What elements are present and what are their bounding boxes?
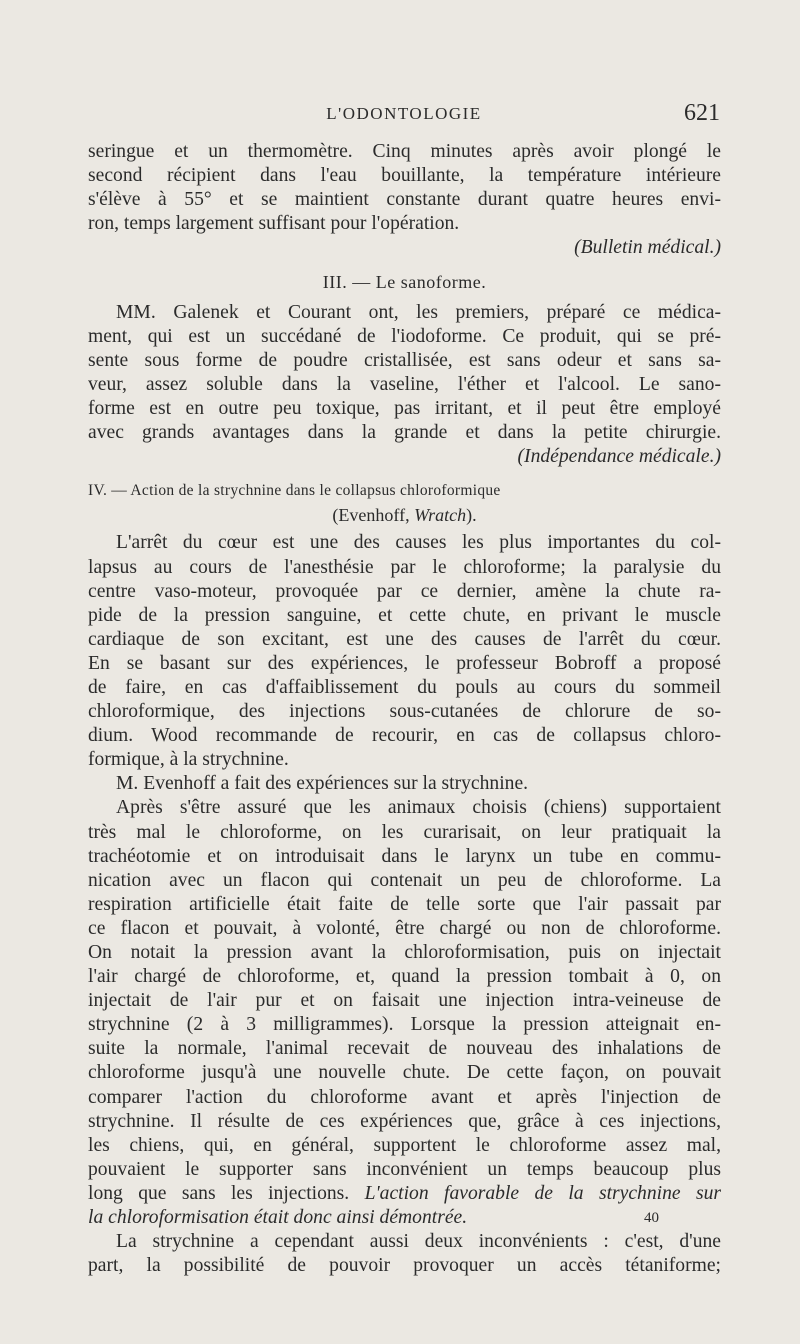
text-line: ce flacon et pouvait, à volonté, être chargé ou non de chloroforme. [88,917,721,939]
page-number: 621 [684,100,720,126]
text-line: lapsus au cours de l'anesthésie par le chloroforme; la paralysie du [88,556,721,578]
emphasis-line: la chloroformisation était donc ainsi démontrée. [88,1207,468,1229]
text-span: long que sans les injections. [88,1182,365,1204]
text-line: injectait de l'air pur et on faisait une injection intra-veineuse de [88,990,721,1012]
text-line: ment, qui est un succédané de l'iodoforme. Ce produit, qui se pré- [88,325,721,347]
text-line: M. Evenhoff a fait des expériences sur la strychnine. [116,773,529,795]
text-line: sente sous forme de poudre cristallisée, est sans odeur et sans sa- [88,349,721,371]
section-title: III. — Le sanoforme. [322,272,487,293]
section-paragraph [88,531,721,772]
text-line: cardiaque de son excitant, est une des causes de l'arrêt du cœur. [88,628,721,650]
text-line: chloroforme jusqu'à une nouvelle chute. De cette façon, on pouvait [88,1062,721,1084]
text-line: très mal le chloroforme, on les curarisait, on leur pratiquait la [88,821,721,843]
text-line: les chiens, qui, en général, supportent le chloroforme assez mal, [88,1134,721,1156]
text-line: Après s'être assuré que les animaux choisis (chiens) supportaient [116,797,721,819]
citation: (Indépendance médicale.) [517,446,721,468]
text-line: MM. Galenek et Courant ont, les premiers, préparé ce médica- [116,301,721,323]
text-line: second récipient dans l'eau bouillante, la température intérieure [88,165,721,187]
subtitle-source: Wratch [414,505,467,526]
text-line: part, la possibilité de pouvoir provoquer un accès tétaniforme; [88,1255,721,1277]
text-line: En se basant sur des expériences, le professeur Bobroff a proposé [88,652,721,674]
text-line: pide de la pression sanguine, et cette chute, en privant le muscle [88,604,721,626]
text-line: On notait la pression avant la chloroformisation, puis on injectait [88,942,721,963]
section-title: IV. — Action de la strychnine dans le collapsus chloroformique [88,482,501,500]
text-line: strychnine. Il résulte de ces expériences que, grâce à ces injections, [88,1110,721,1132]
article-body [88,140,721,1278]
text-line: La strychnine a cependant aussi deux inconvénients : c'est, d'une [116,1231,721,1253]
text-line: nication avec un flacon qui contenait un peu de chloroforme. La [88,869,721,891]
text-line: veur, assez soluble dans la vaseline, l'éther et l'alcool. Le sano- [88,373,721,395]
text-line: L'arrêt du cœur est une des causes les plus importantes du col- [116,532,721,554]
intro-paragraph [88,140,721,236]
text-line: respiration artificielle était faite de telle sorte que l'air passait par [88,893,721,915]
emphasis-span: L'action favorable de la strychnine sur [364,1182,721,1204]
text-line: dium. Wood recommande de recourir, en cas de collapsus chloro- [88,725,721,747]
section-paragraph [88,796,721,1230]
text-line: s'élève à 55° et se maintient constante durant quatre heures envi- [88,189,721,211]
text-line [88,1182,721,1206]
text-line: pouvaient le supporter sans inconvénient un temps beaucoup plus [88,1158,721,1180]
text-line: centre vaso-moteur, provoquée par ce dernier, amène la chute ra- [88,580,721,602]
text-line: chloroformique, des injections sous-cutanées de chlorure de so- [88,701,721,723]
text-line: suite la normale, l'animal recevait de nouveau des inhalations de [88,1038,721,1060]
text-line: strychnine (2 à 3 milligrammes). Lorsque la pression atteignait en- [88,1014,721,1036]
text-line: forme est en outre peu toxique, pas irritant, et il peut être employé [88,397,721,419]
signature-mark: 40 [644,1210,659,1226]
page-header [88,100,720,132]
text-line: l'air chargé de chloroforme, et, quand la pression tombait à 0, on [88,966,721,988]
section-paragraph [88,301,721,446]
text-line: avec grands avantages dans la grande et dans la petite chirurgie. [88,422,721,444]
section-paragraph [88,1230,721,1278]
subtitle-end: ). [466,505,477,526]
subtitle-author: (Evenhoff, [332,505,415,526]
text-line: trachéotomie et on introduisait dans le larynx un tube en commu- [88,845,721,867]
text-line: formique, à la strychnine. [88,749,289,771]
text-line: de faire, en cas d'affaiblissement du pouls au cours du sommeil [88,676,721,698]
section-subtitle [88,503,721,527]
citation: (Bulletin médical.) [574,237,721,259]
text-line: comparer l'action du chloroforme avant et après l'injection de [88,1086,721,1108]
text-line: ron, temps largement suffisant pour l'opération. [88,213,460,235]
running-title: L'ODONTOLOGIE [326,104,482,123]
text-line: seringue et un thermomètre. Cinq minutes après avoir plongé le [88,141,721,162]
